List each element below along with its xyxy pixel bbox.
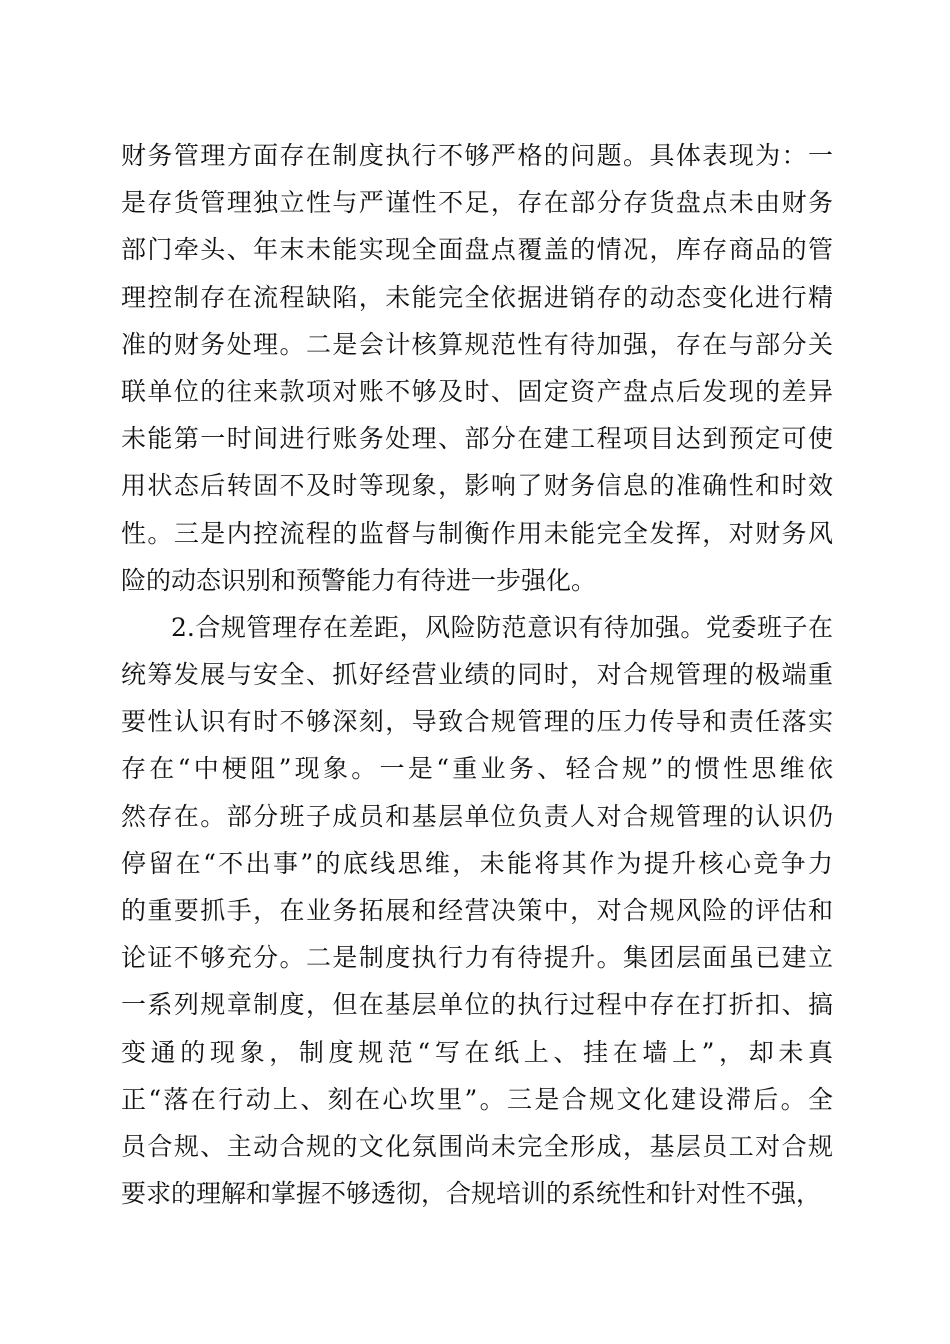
- text-line: 论证不够充分。二是制度执行力有待提升。集团层面虽已建立: [121, 943, 833, 973]
- text-line: 理控制存在流程缺陷，未能完全依据进销存的动态变化进行精: [121, 282, 833, 312]
- text-line: 准的财务处理。二是会计核算规范性有待加强，存在与部分关: [121, 329, 833, 359]
- text-line: 变通的现象，制度规范“写在纸上、挂在墙上”，却未真: [121, 1037, 833, 1067]
- text-line: 员合规、主动合规的文化氛围尚未完全形成，基层员工对合规: [121, 1131, 833, 1161]
- text-line: 然存在。部分班子成员和基层单位负责人对合规管理的认识仍: [121, 801, 833, 831]
- text-line: 用状态后转固不及时等现象，影响了财务信息的准确性和时效: [121, 471, 833, 501]
- text-line: 存在“中梗阻”现象。一是“重业务、轻合规”的惯性思维依: [121, 754, 833, 784]
- text-line: 性。三是内控流程的监督与制衡作用未能完全发挥，对财务风: [121, 518, 833, 548]
- paragraph-financial-management: [121, 132, 833, 604]
- text-line: 险的动态识别和预警能力有待进一步强化。: [121, 565, 597, 595]
- body-text: [121, 132, 833, 1217]
- text-line: 统筹发展与安全、抓好经营业绩的同时，对合规管理的极端重: [121, 660, 833, 690]
- text-line: 财务管理方面存在制度执行不够严格的问题。具体表现为：一: [121, 141, 833, 170]
- text-line: 2.合规管理存在差距，风险防范意识有待加强。党委班子在: [171, 612, 833, 642]
- text-line: 停留在“不出事”的底线思维，未能将其作为提升核心竞争力: [121, 848, 833, 878]
- text-line: 联单位的往来款项对账不够及时、固定资产盘点后发现的差异: [121, 376, 833, 406]
- text-line: 是存货管理独立性与严谨性不足，存在部分存货盘点未由财务: [121, 188, 833, 218]
- paragraph-compliance-management: [121, 604, 833, 1217]
- text-line: 正“落在行动上、刻在心坎里”。三是合规文化建设滞后。全: [121, 1084, 833, 1114]
- text-line: 部门牵头、年末未能实现全面盘点覆盖的情况，库存商品的管: [121, 235, 833, 265]
- text-line: 要性认识有时不够深刻，导致合规管理的压力传导和责任落实: [121, 707, 833, 737]
- text-line: 的重要抓手，在业务拓展和经营决策中，对合规风险的评估和: [121, 896, 833, 925]
- text-line: 一系列规章制度，但在基层单位的执行过程中存在打折扣、搞: [121, 990, 833, 1020]
- text-line: 未能第一时间进行账务处理、部分在建工程项目达到预定可使: [121, 424, 833, 454]
- text-line: 要求的理解和掌握不够透彻，合规培训的系统性和针对性不强，: [121, 1179, 822, 1209]
